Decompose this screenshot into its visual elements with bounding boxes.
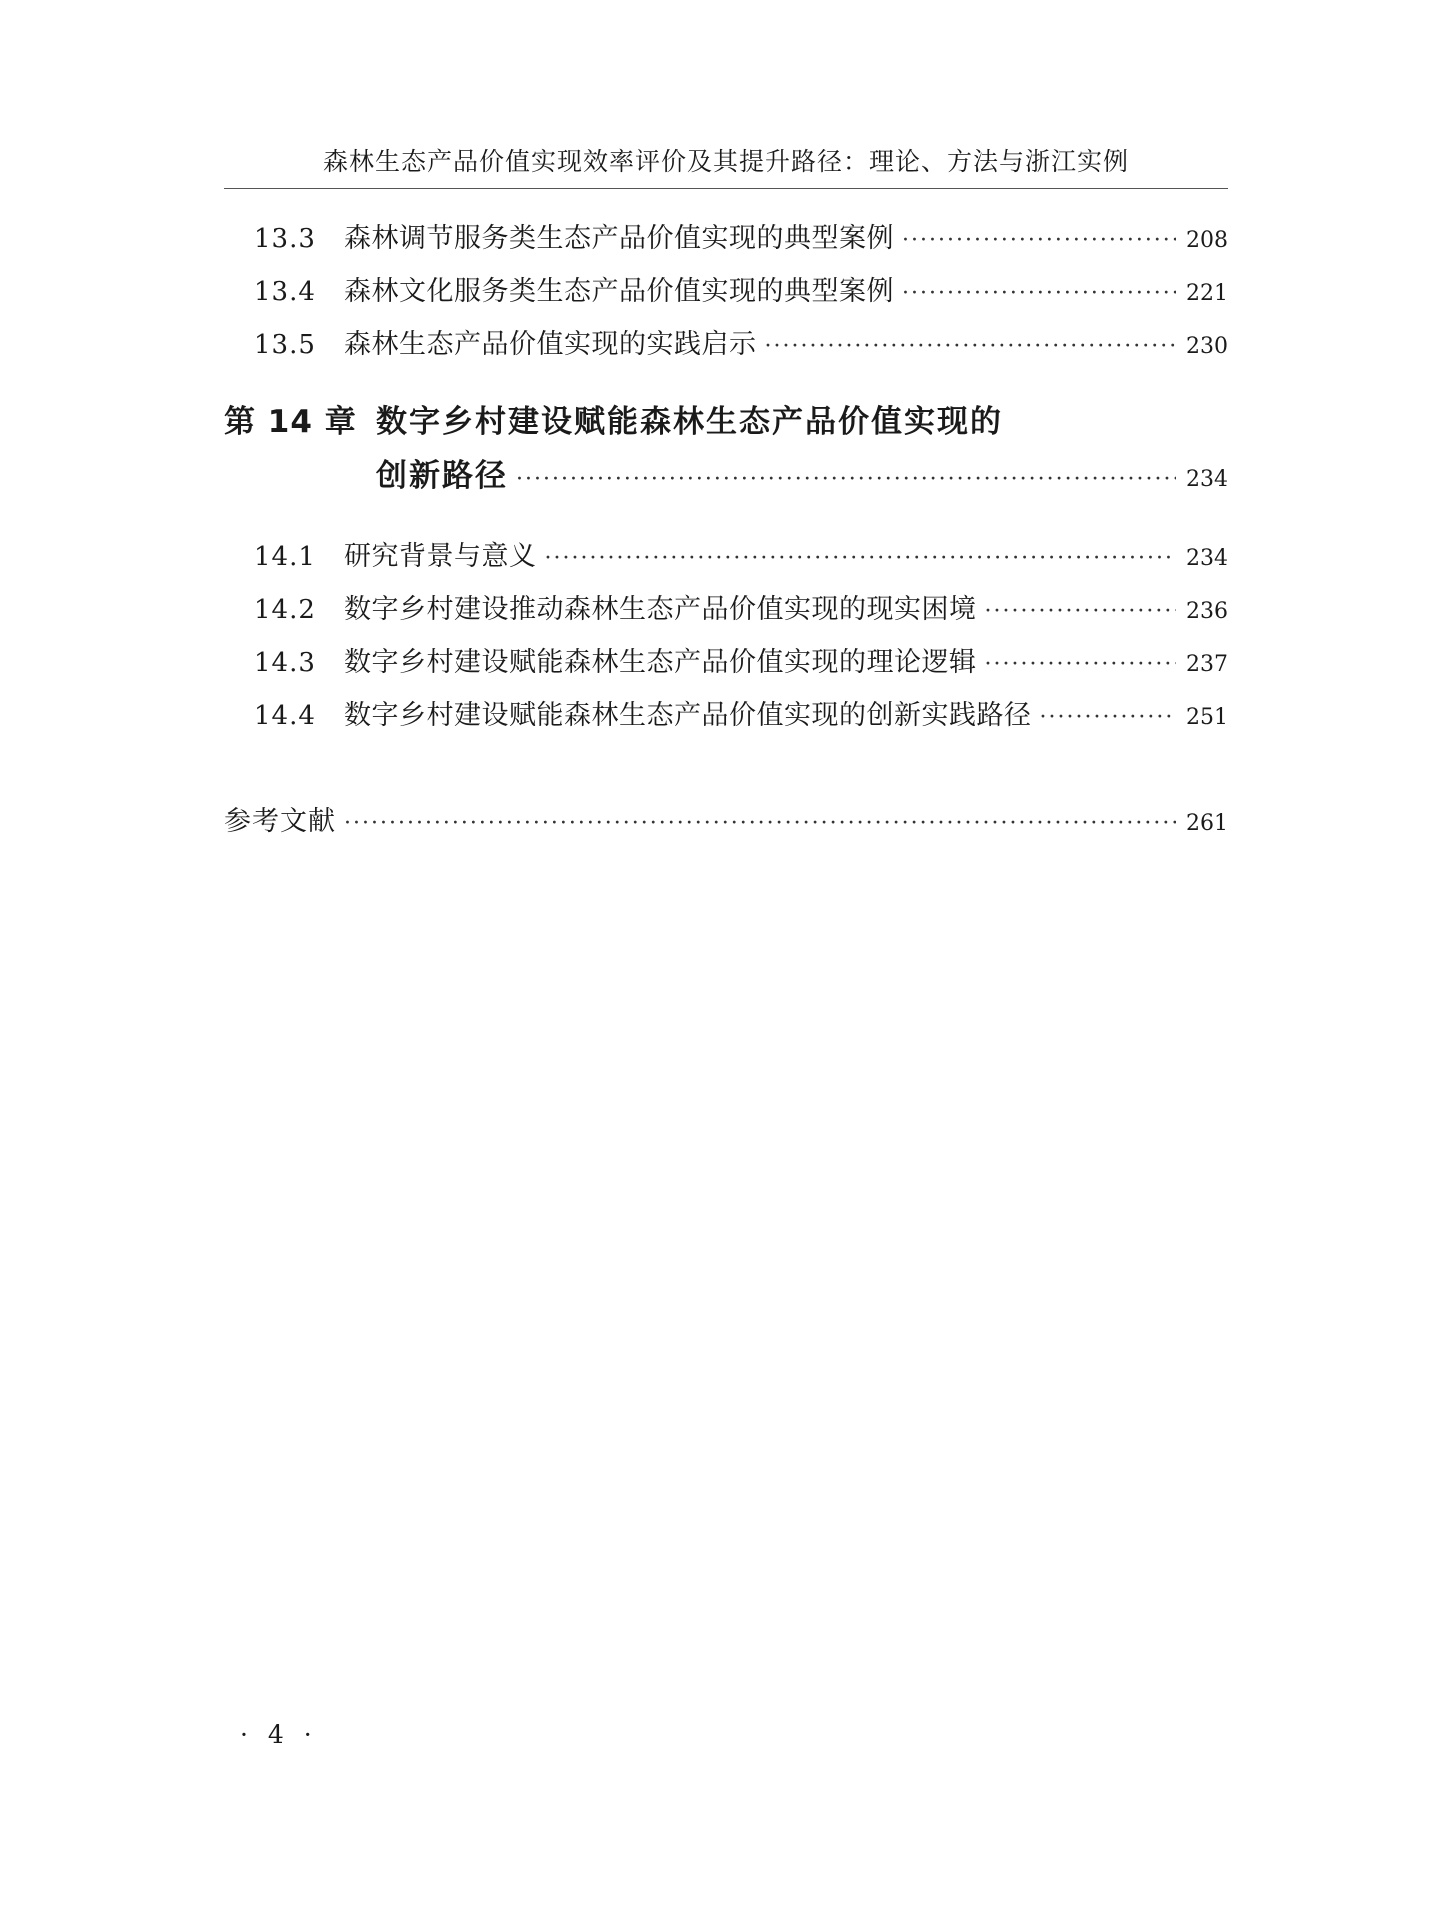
section-number: 14.1 <box>254 542 316 572</box>
page-ref: 237 <box>1186 652 1228 677</box>
section-title: 森林生态产品价值实现的实践启示 <box>344 329 757 360</box>
page-ref: 230 <box>1186 334 1228 359</box>
toc-entry-14-2[interactable] <box>254 590 1228 632</box>
section-title: 森林调节服务类生态产品价值实现的典型案例 <box>344 223 894 254</box>
page-ref: 251 <box>1186 705 1228 730</box>
dot-leader <box>902 274 1176 314</box>
page-ref: 221 <box>1186 281 1228 306</box>
chapter-label: 第 14 章 <box>224 404 357 440</box>
chapter-14-title-continuation[interactable] <box>376 456 1228 500</box>
chapter-title-line1: 数字乡村建设赋能森林生态产品价值实现的 <box>376 404 1003 440</box>
section-title: 数字乡村建设赋能森林生态产品价值实现的创新实践路径 <box>344 700 1032 731</box>
dot-leader <box>765 327 1177 367</box>
chapter-title-line2: 创新路径 <box>376 458 508 494</box>
section-number: 13.3 <box>254 224 316 254</box>
dot-leader <box>985 592 1177 632</box>
toc-entry-13-3[interactable] <box>254 219 1228 261</box>
section-number: 14.4 <box>254 701 316 731</box>
toc-entry-13-4[interactable] <box>254 272 1228 314</box>
references-title: 参考文献 <box>224 806 336 837</box>
running-header: 森林生态产品价值实现效率评价及其提升路径：理论、方法与浙江实例 <box>322 147 1129 176</box>
page-ref: 208 <box>1186 228 1228 253</box>
section-number: 14.2 <box>254 595 316 625</box>
section-title: 森林文化服务类生态产品价值实现的典型案例 <box>344 276 894 307</box>
toc-entry-14-3[interactable] <box>254 643 1228 685</box>
dot-leader <box>516 460 1176 500</box>
chapter-14-heading[interactable] <box>224 400 1003 444</box>
page-ref: 234 <box>1186 467 1228 492</box>
page-number: · 4 · <box>240 1720 318 1749</box>
toc-entry-references[interactable] <box>224 802 1228 844</box>
section-title: 研究背景与意义 <box>344 541 537 572</box>
dot-leader <box>344 804 1176 844</box>
page-ref: 261 <box>1186 811 1228 836</box>
page-ref: 236 <box>1186 599 1228 624</box>
section-title: 数字乡村建设赋能森林生态产品价值实现的理论逻辑 <box>344 647 977 678</box>
toc-entry-14-1[interactable] <box>254 537 1228 579</box>
section-number: 13.4 <box>254 277 316 307</box>
toc-entry-14-4[interactable] <box>254 696 1228 738</box>
dot-leader <box>985 645 1177 685</box>
header-rule <box>224 188 1228 189</box>
section-title: 数字乡村建设推动森林生态产品价值实现的现实困境 <box>344 594 977 625</box>
dot-leader <box>1040 698 1177 738</box>
page-ref: 234 <box>1186 546 1228 571</box>
section-number: 14.3 <box>254 648 316 678</box>
toc-entry-13-5[interactable] <box>254 325 1228 367</box>
section-number: 13.5 <box>254 330 316 360</box>
dot-leader <box>902 221 1176 261</box>
dot-leader <box>545 539 1177 579</box>
